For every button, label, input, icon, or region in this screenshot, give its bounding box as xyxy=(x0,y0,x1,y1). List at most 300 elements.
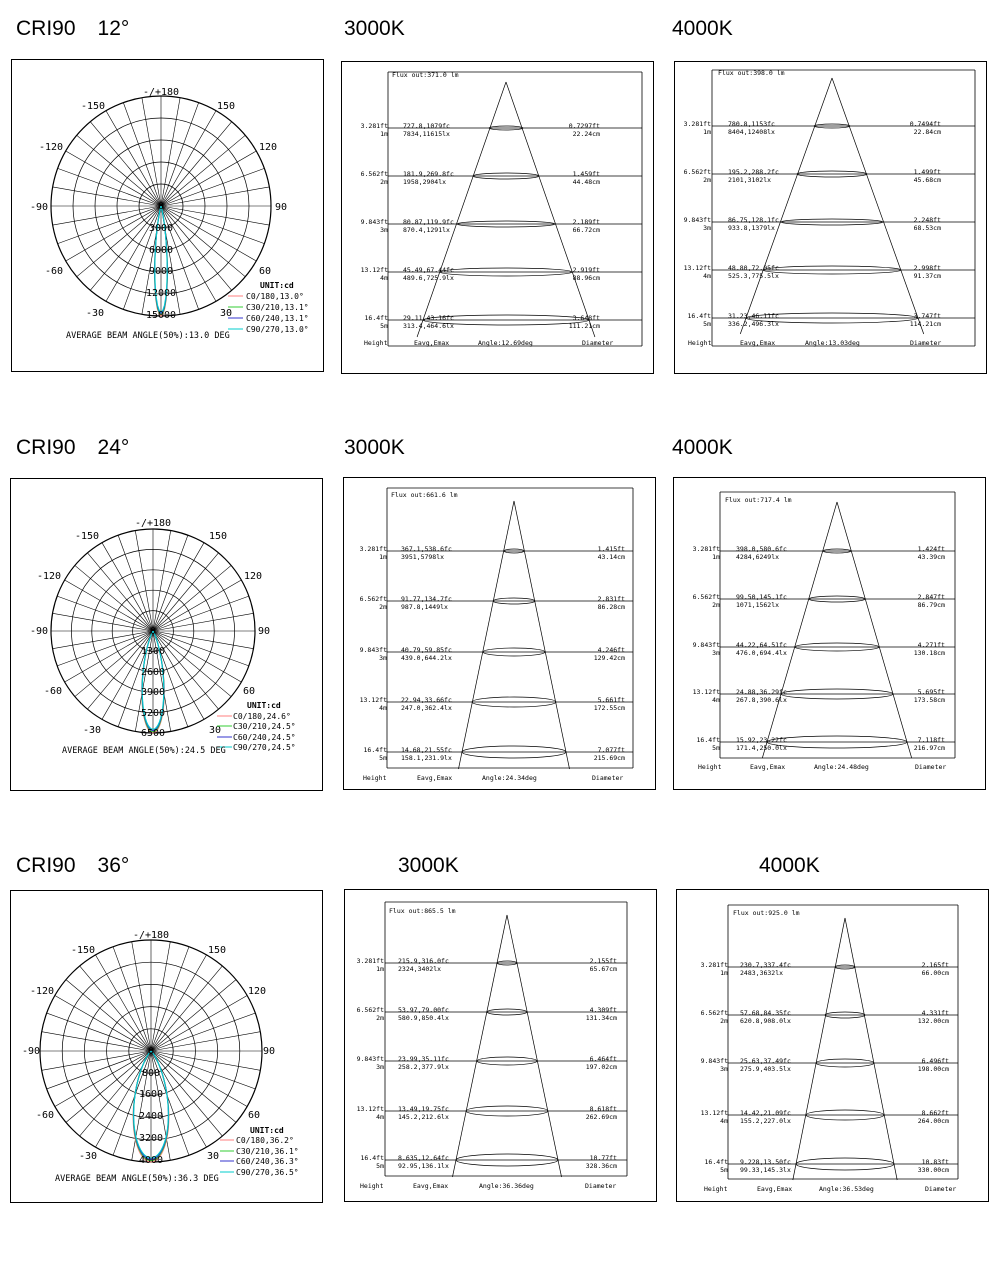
radial-tick-5: 15000 xyxy=(145,310,177,321)
angle-label-30: 30 xyxy=(208,725,222,736)
level-4 xyxy=(701,1109,949,1125)
level-4 xyxy=(693,688,945,704)
col-diameter: Diameter xyxy=(585,1182,617,1190)
level-5-m: 5m xyxy=(379,754,387,762)
cone-frame xyxy=(387,488,633,769)
level-3-m: 3m xyxy=(379,654,387,662)
level-3-eavg-emax-lx: 258.2,377.9lx xyxy=(398,1063,449,1071)
polar-rim-top: -/+180 xyxy=(142,87,180,98)
angle-label-30: 30 xyxy=(206,1151,220,1162)
polar-rim-top: -/+180 xyxy=(132,930,170,941)
level-2-eavg-emax-lx: 1958,2904lx xyxy=(403,178,447,186)
average-beam-angle: AVERAGE BEAM ANGLE(50%):24.5 DEG xyxy=(62,746,226,756)
cone-frame xyxy=(720,492,955,758)
level-5-ft: 16.4ft xyxy=(704,1158,728,1166)
level-5-diameter-cm: 216.97cm xyxy=(913,744,945,752)
level-4-diameter-cm: 88.96cm xyxy=(572,274,600,282)
beam-angle: Angle:36.53deg xyxy=(819,1185,874,1193)
level-3-eavg-emax-fc: 80.87,119.9fc xyxy=(403,218,454,226)
row3-3000k-label: 3000K xyxy=(398,854,459,877)
level-5-ft: 16.4ft xyxy=(364,314,388,322)
flux-out: Flux out:865.5 lm xyxy=(389,907,456,915)
angle-label-120: 120 xyxy=(247,986,267,997)
level-5-ft: 16.4ft xyxy=(687,312,711,320)
row1-title xyxy=(16,17,129,41)
col-height: Height xyxy=(698,763,722,771)
cone-edge-left xyxy=(452,915,507,1177)
level-5-diameter-ft: 7.118ft xyxy=(917,736,945,744)
cone-diagram-row3-3000k xyxy=(345,890,656,1201)
average-beam-angle: AVERAGE BEAM ANGLE(50%):36.3 DEG xyxy=(55,1174,219,1184)
level-3 xyxy=(684,216,941,232)
cone-diagram-row2-3000k xyxy=(344,478,655,789)
level-5-eavg-emax-fc: 14.68,21.55fc xyxy=(401,746,452,754)
level-3-m: 3m xyxy=(703,224,711,232)
row1-cri: CRI90 xyxy=(16,17,76,40)
level-5 xyxy=(688,312,942,328)
radial-tick-1: 1300 xyxy=(140,646,166,657)
level-5-eavg-emax-lx: 336.2,496.3lx xyxy=(728,320,779,328)
level-2-eavg-emax-fc: 57.68,84.35fc xyxy=(740,1009,791,1017)
level-2 xyxy=(701,1009,949,1025)
angle-label-150: 150 xyxy=(207,945,227,956)
level-2-diameter-cm: 86.28cm xyxy=(597,603,625,611)
level-2-eavg-emax-fc: 53.97,79.00fc xyxy=(398,1006,449,1014)
level-3-m: 3m xyxy=(712,649,720,657)
level-1-eavg-emax-lx: 3951,5798lx xyxy=(401,553,445,561)
level-2-diameter-cm: 86.79cm xyxy=(917,601,945,609)
row1-beam: 12° xyxy=(97,17,130,40)
level-2-m: 2m xyxy=(720,1017,728,1025)
cone-edge-right xyxy=(832,78,924,334)
level-4-ft: 13.12ft xyxy=(692,688,720,696)
col-eavg: Eavg,Emax xyxy=(750,763,786,771)
level-4-ft: 13.12ft xyxy=(359,696,387,704)
angle-label-150: 150 xyxy=(216,101,236,112)
legend xyxy=(217,712,296,752)
level-4-eavg-emax-lx: 525.3,775.5lx xyxy=(728,272,779,280)
level-1-eavg-emax-lx: 7834,11615lx xyxy=(403,130,450,138)
level-3-ft: 9.843ft xyxy=(360,218,388,226)
level-1 xyxy=(361,122,600,138)
level-5-eavg-emax-lx: 171.4,250.0lx xyxy=(736,744,787,752)
angle-label-m30: -30 xyxy=(85,308,105,319)
level-1-diameter-cm: 43.14cm xyxy=(597,553,625,561)
unit-label: UNIT:cd xyxy=(260,281,294,290)
level-3-diameter-ft: 4.271ft xyxy=(917,641,945,649)
level-1-ft: 3.281ft xyxy=(356,957,384,965)
col-height: Height xyxy=(364,339,388,347)
level-1-diameter-ft: 0.7494ft xyxy=(909,120,941,128)
cone-panel-row2-4000k xyxy=(673,477,986,790)
cone-panel-row3-3000k xyxy=(344,889,657,1202)
level-1-eavg-emax-fc: 215.9,316.0fc xyxy=(398,957,449,965)
level-4-eavg-emax-lx: 145.2,212.6lx xyxy=(398,1113,449,1121)
level-1-m: 1m xyxy=(712,553,720,561)
radial-tick-2: 6000 xyxy=(148,245,174,256)
level-4-m: 4m xyxy=(712,696,720,704)
level-1-eavg-emax-lx: 2324,3402lx xyxy=(398,965,442,973)
level-3-diameter-ft: 2.248ft xyxy=(913,216,941,224)
level-1-eavg-emax-lx: 4284,6249lx xyxy=(736,553,780,561)
level-1-ft: 3.281ft xyxy=(359,545,387,553)
cone-diagram-row3-4000k xyxy=(677,890,988,1201)
radial-tick-3: 2400 xyxy=(138,1111,164,1122)
level-2-diameter-ft: 4.309ft xyxy=(589,1006,617,1014)
cone-panel-row2-3000k xyxy=(343,477,656,790)
level-3-eavg-emax-fc: 44.22,64.51fc xyxy=(736,641,787,649)
level-1-diameter-ft: 0.7297ft xyxy=(568,122,600,130)
polar-panel-row3 xyxy=(10,890,323,1203)
col-height: Height xyxy=(363,774,387,782)
angle-label-m30: -30 xyxy=(82,725,102,736)
flux-out: Flux out:717.4 lm xyxy=(725,496,792,504)
cone-frame xyxy=(712,70,975,346)
col-height: Height xyxy=(360,1182,384,1190)
row3-4000k-label: 4000K xyxy=(759,854,820,877)
col-diameter: Diameter xyxy=(582,339,614,347)
angle-label-90: 90 xyxy=(257,626,271,637)
level-5-m: 5m xyxy=(712,744,720,752)
level-4-diameter-ft: 8.618ft xyxy=(589,1105,617,1113)
level-3-ft: 9.843ft xyxy=(356,1055,384,1063)
col-eavg: Eavg,Emax xyxy=(414,339,450,347)
level-1-eavg-emax-fc: 727.8,1079fc xyxy=(403,122,450,130)
level-2 xyxy=(684,168,941,184)
level-1-m: 1m xyxy=(380,130,388,138)
level-1-eavg-emax-fc: 367.1,538.6fc xyxy=(401,545,452,553)
level-1-diameter-cm: 66.00cm xyxy=(921,969,949,977)
level-2 xyxy=(360,595,625,611)
angle-label-120: 120 xyxy=(243,571,263,582)
level-3-m: 3m xyxy=(720,1065,728,1073)
level-2-eavg-emax-fc: 181.9,269.8fc xyxy=(403,170,454,178)
row3-beam: 36° xyxy=(97,854,130,877)
angle-label-90: 90 xyxy=(262,1046,276,1057)
level-4-eavg-emax-fc: 45.49,67.44fc xyxy=(403,266,454,274)
row1-4000k-label: 4000K xyxy=(672,17,733,40)
level-2-eavg-emax-fc: 195.2,288.2fc xyxy=(728,168,779,176)
level-1-m: 1m xyxy=(379,553,387,561)
level-5-ft: 16.4ft xyxy=(360,1154,384,1162)
level-5-diameter-cm: 111.21cm xyxy=(568,322,600,330)
level-5-eavg-emax-fc: 29.11,43.16fc xyxy=(403,314,454,322)
level-1-ft: 3.281ft xyxy=(360,122,388,130)
level-3-diameter-cm: 197.02cm xyxy=(585,1063,617,1071)
level-2-diameter-cm: 45.68cm xyxy=(913,176,941,184)
level-4-m: 4m xyxy=(703,272,711,280)
level-3 xyxy=(701,1057,949,1073)
level-5-m: 5m xyxy=(380,322,388,330)
level-4-diameter-ft: 2.919ft xyxy=(572,266,600,274)
level-4-ft: 13.12ft xyxy=(356,1105,384,1113)
level-3-diameter-cm: 130.18cm xyxy=(913,649,945,657)
level-3-ft: 9.843ft xyxy=(683,216,711,224)
level-5-eavg-emax-lx: 313.4,464.6lx xyxy=(403,322,454,330)
level-4-eavg-emax-lx: 489.6,725.9lx xyxy=(403,274,454,282)
angle-label-m90: -90 xyxy=(29,202,49,213)
cone-diagram-row1-4000k xyxy=(675,62,986,373)
level-4-diameter-cm: 91.37cm xyxy=(913,272,941,280)
level-1-eavg-emax-lx: 8404,12408lx xyxy=(728,128,775,136)
angle-label-m90: -90 xyxy=(21,1046,41,1057)
level-5-m: 5m xyxy=(703,320,711,328)
level-2-diameter-ft: 4.331ft xyxy=(921,1009,949,1017)
radial-tick-3: 9000 xyxy=(148,266,174,277)
level-3-eavg-emax-lx: 476.0,694.4lx xyxy=(736,649,787,657)
level-5-eavg-emax-lx: 158.1,231.9lx xyxy=(401,754,452,762)
level-3-diameter-ft: 2.189ft xyxy=(572,218,600,226)
level-5-eavg-emax-lx: 92.95,136.1lx xyxy=(398,1162,449,1170)
level-5-eavg-emax-fc: 8.635,12.64fc xyxy=(398,1154,449,1162)
level-5-diameter-cm: 328.36cm xyxy=(585,1162,617,1170)
flux-out: Flux out:661.6 lm xyxy=(391,491,458,499)
level-3-ft: 9.843ft xyxy=(359,646,387,654)
col-diameter: Diameter xyxy=(592,774,624,782)
level-4-diameter-cm: 262.69cm xyxy=(585,1113,617,1121)
level-2-m: 2m xyxy=(380,178,388,186)
level-3-diameter-ft: 6.464ft xyxy=(589,1055,617,1063)
level-4-diameter-ft: 8.662ft xyxy=(921,1109,949,1117)
level-4-m: 4m xyxy=(380,274,388,282)
col-eavg: Eavg,Emax xyxy=(757,1185,793,1193)
row2-title xyxy=(16,436,129,460)
level-2-eavg-emax-lx: 987.8,1449lx xyxy=(401,603,448,611)
cone-frame xyxy=(385,902,627,1177)
level-4-eavg-emax-lx: 247.0,362.4lx xyxy=(401,704,452,712)
level-5 xyxy=(705,1158,950,1174)
level-1-m: 1m xyxy=(376,965,384,973)
radial-tick-1: 800 xyxy=(141,1068,161,1079)
legend-c60: C60/240,13.1° xyxy=(246,314,309,323)
level-1-diameter-cm: 65.67cm xyxy=(589,965,617,973)
legend-c30: C30/210,24.5° xyxy=(233,722,296,731)
level-2-m: 2m xyxy=(712,601,720,609)
polar-rim-top: -/+180 xyxy=(134,518,172,529)
level-4-diameter-ft: 5.695ft xyxy=(917,688,945,696)
polar-diagram-row2 xyxy=(11,479,322,790)
level-4-m: 4m xyxy=(379,704,387,712)
level-1-diameter-ft: 2.165ft xyxy=(921,961,949,969)
row2-cri: CRI90 xyxy=(16,436,76,459)
level-2-ft: 6.562ft xyxy=(359,595,387,603)
level-1-diameter-ft: 1.424ft xyxy=(917,545,945,553)
angle-label-m150: -150 xyxy=(74,531,100,542)
level-2-ft: 6.562ft xyxy=(692,593,720,601)
level-3-diameter-ft: 4.246ft xyxy=(597,646,625,654)
level-1 xyxy=(701,961,949,977)
polar-diagram-row1 xyxy=(12,60,323,371)
radial-tick-2: 1600 xyxy=(138,1089,164,1100)
level-2-diameter-cm: 132.00cm xyxy=(917,1017,949,1025)
level-4-diameter-cm: 172.55cm xyxy=(593,704,625,712)
level-1 xyxy=(693,545,945,561)
cone-edge-left xyxy=(458,501,514,769)
level-1-eavg-emax-fc: 230.7,337.4fc xyxy=(740,961,791,969)
cone-frame xyxy=(728,905,958,1180)
level-4-ft: 13.12ft xyxy=(683,264,711,272)
level-4-diameter-cm: 264.00cm xyxy=(917,1117,949,1125)
legend-c60: C60/240,36.3° xyxy=(236,1157,299,1166)
cone-edge-left xyxy=(417,82,506,337)
angle-label-m30: -30 xyxy=(78,1151,98,1162)
legend-c0: C0/180,36.2° xyxy=(236,1136,294,1145)
level-1-diameter-cm: 43.39cm xyxy=(917,553,945,561)
level-4-m: 4m xyxy=(720,1117,728,1125)
level-2-eavg-emax-lx: 1071,1562lx xyxy=(736,601,780,609)
level-2-ft: 6.562ft xyxy=(356,1006,384,1014)
level-4-eavg-emax-lx: 155.2,227.0lx xyxy=(740,1117,791,1125)
legend-c0: C0/180,24.6° xyxy=(233,712,291,721)
cone-edge-right xyxy=(507,915,562,1177)
level-2-ft: 6.562ft xyxy=(683,168,711,176)
level-5-diameter-ft: 10.77ft xyxy=(589,1154,617,1162)
legend-c90: C90/270,24.5° xyxy=(233,743,296,752)
level-4-eavg-emax-fc: 48.80,72.05fc xyxy=(728,264,779,272)
level-3-eavg-emax-lx: 275.9,403.5lx xyxy=(740,1065,791,1073)
level-4 xyxy=(360,696,625,712)
level-3-diameter-cm: 68.53cm xyxy=(913,224,941,232)
cone-diagram-row1-3000k xyxy=(342,62,653,373)
level-1-diameter-cm: 22.24cm xyxy=(572,130,600,138)
level-1 xyxy=(360,545,625,561)
radial-tick-0: 0 xyxy=(157,201,165,212)
cone-diagram-row2-4000k xyxy=(674,478,985,789)
level-2-eavg-emax-lx: 580.9,850.4lx xyxy=(398,1014,449,1022)
level-5-diameter-ft: 10.83ft xyxy=(921,1158,949,1166)
level-2-m: 2m xyxy=(703,176,711,184)
level-4-ft: 13.12ft xyxy=(700,1109,728,1117)
col-height: Height xyxy=(704,1185,728,1193)
level-2-ft: 6.562ft xyxy=(360,170,388,178)
polar-panel-row1 xyxy=(11,59,324,372)
row3-title xyxy=(16,854,129,878)
legend-c90: C90/270,36.5° xyxy=(236,1168,299,1177)
level-5-eavg-emax-fc: 9.228,13.50fc xyxy=(740,1158,791,1166)
cone-edge-left xyxy=(793,918,845,1180)
col-eavg: Eavg,Emax xyxy=(740,339,776,347)
level-1 xyxy=(357,957,617,973)
level-5-eavg-emax-fc: 15.92,23.22fc xyxy=(736,736,787,744)
level-3 xyxy=(360,646,625,662)
angle-label-m150: -150 xyxy=(80,101,106,112)
level-5-diameter-cm: 114.21cm xyxy=(909,320,941,328)
row2-beam: 24° xyxy=(97,436,130,459)
level-3-eavg-emax-fc: 23.99,35.11fc xyxy=(398,1055,449,1063)
angle-label-m90: -90 xyxy=(29,626,49,637)
angle-label-150: 150 xyxy=(208,531,228,542)
level-1-m: 1m xyxy=(720,969,728,977)
radial-tick-4: 3200 xyxy=(138,1133,164,1144)
level-3-m: 3m xyxy=(376,1063,384,1071)
angle-label-60: 60 xyxy=(247,1110,261,1121)
level-2-m: 2m xyxy=(376,1014,384,1022)
row3-cri: CRI90 xyxy=(16,854,76,877)
cone-panel-row3-4000k xyxy=(676,889,989,1202)
angle-label-120: 120 xyxy=(258,142,278,153)
radial-tick-3: 3900 xyxy=(140,687,166,698)
cone-edge-right xyxy=(845,918,897,1180)
level-4-eavg-emax-fc: 24.88,36.29fc xyxy=(736,688,787,696)
unit-label: UNIT:cd xyxy=(250,1126,284,1135)
polar-panel-row2 xyxy=(10,478,323,791)
radial-tick-0: 0 xyxy=(149,626,157,637)
beam-angle: Angle:13.03deg xyxy=(805,339,860,347)
col-diameter: Diameter xyxy=(925,1185,957,1193)
radial-tick-4: 12000 xyxy=(145,288,177,299)
level-3-ft: 9.843ft xyxy=(692,641,720,649)
level-2-m: 2m xyxy=(379,603,387,611)
level-4-eavg-emax-fc: 14.42,21.09fc xyxy=(740,1109,791,1117)
level-5-diameter-cm: 215.69cm xyxy=(593,754,625,762)
level-1-eavg-emax-fc: 780.8,1153fc xyxy=(728,120,775,128)
level-3-eavg-emax-lx: 933.8,1379lx xyxy=(728,224,775,232)
beam-angle: Angle:24.48deg xyxy=(814,763,869,771)
level-3-eavg-emax-fc: 86.75,128.1fc xyxy=(728,216,779,224)
level-3 xyxy=(361,218,600,234)
legend-c0: C0/180,13.0° xyxy=(246,292,304,301)
col-eavg: Eavg,Emax xyxy=(413,1182,449,1190)
radial-tick-4: 5200 xyxy=(140,708,166,719)
level-2-eavg-emax-lx: 2101,3102lx xyxy=(728,176,772,184)
angle-label-m60: -60 xyxy=(35,1110,55,1121)
level-4 xyxy=(357,1105,617,1121)
legend xyxy=(228,292,309,334)
level-5-diameter-ft: 3.747ft xyxy=(913,312,941,320)
level-3-eavg-emax-fc: 40.79,59.85fc xyxy=(401,646,452,654)
row2-3000k-label: 3000K xyxy=(344,436,405,459)
radial-tick-0: 0 xyxy=(147,1046,155,1057)
legend xyxy=(220,1136,299,1177)
level-3-m: 3m xyxy=(380,226,388,234)
level-2-diameter-ft: 1.499ft xyxy=(913,168,941,176)
cone-edge-left xyxy=(740,78,832,334)
cone-panel-row1-3000k xyxy=(341,61,654,374)
level-1-diameter-ft: 2.155ft xyxy=(589,957,617,965)
level-2-diameter-ft: 2.847ft xyxy=(917,593,945,601)
cone-panel-row1-4000k xyxy=(674,61,987,374)
level-5-diameter-ft: 3.648ft xyxy=(572,314,600,322)
unit-label: UNIT:cd xyxy=(247,701,281,710)
angle-label-90: 90 xyxy=(274,202,288,213)
cone-edge-right xyxy=(506,82,595,337)
angle-label-60: 60 xyxy=(258,266,272,277)
angle-label-m60: -60 xyxy=(44,266,64,277)
level-4-eavg-emax-lx: 267.8,390.6lx xyxy=(736,696,787,704)
level-2-eavg-emax-fc: 91.77,134.7fc xyxy=(401,595,452,603)
level-1-ft: 3.281ft xyxy=(692,545,720,553)
level-5 xyxy=(361,1154,618,1170)
row1-3000k-label: 3000K xyxy=(344,17,405,40)
average-beam-angle: AVERAGE BEAM ANGLE(50%):13.0 DEG xyxy=(66,331,230,341)
level-2-diameter-cm: 131.34cm xyxy=(585,1014,617,1022)
level-2-diameter-ft: 2.831ft xyxy=(597,595,625,603)
level-2-diameter-cm: 44.48cm xyxy=(572,178,600,186)
cone-edge-right xyxy=(514,501,570,769)
level-2 xyxy=(357,1006,617,1022)
level-3 xyxy=(357,1055,617,1071)
level-1-ft: 3.281ft xyxy=(683,120,711,128)
level-1-diameter-cm: 22.84cm xyxy=(913,128,941,136)
level-3-diameter-cm: 66.72cm xyxy=(572,226,600,234)
level-1-ft: 3.281ft xyxy=(700,961,728,969)
angle-label-m150: -150 xyxy=(70,945,96,956)
level-2-ft: 6.562ft xyxy=(700,1009,728,1017)
level-4-ft: 13.12ft xyxy=(360,266,388,274)
flux-out: Flux out:371.0 lm xyxy=(392,71,459,79)
angle-label-30: 30 xyxy=(219,308,233,319)
polar-diagram-row3 xyxy=(11,891,322,1202)
